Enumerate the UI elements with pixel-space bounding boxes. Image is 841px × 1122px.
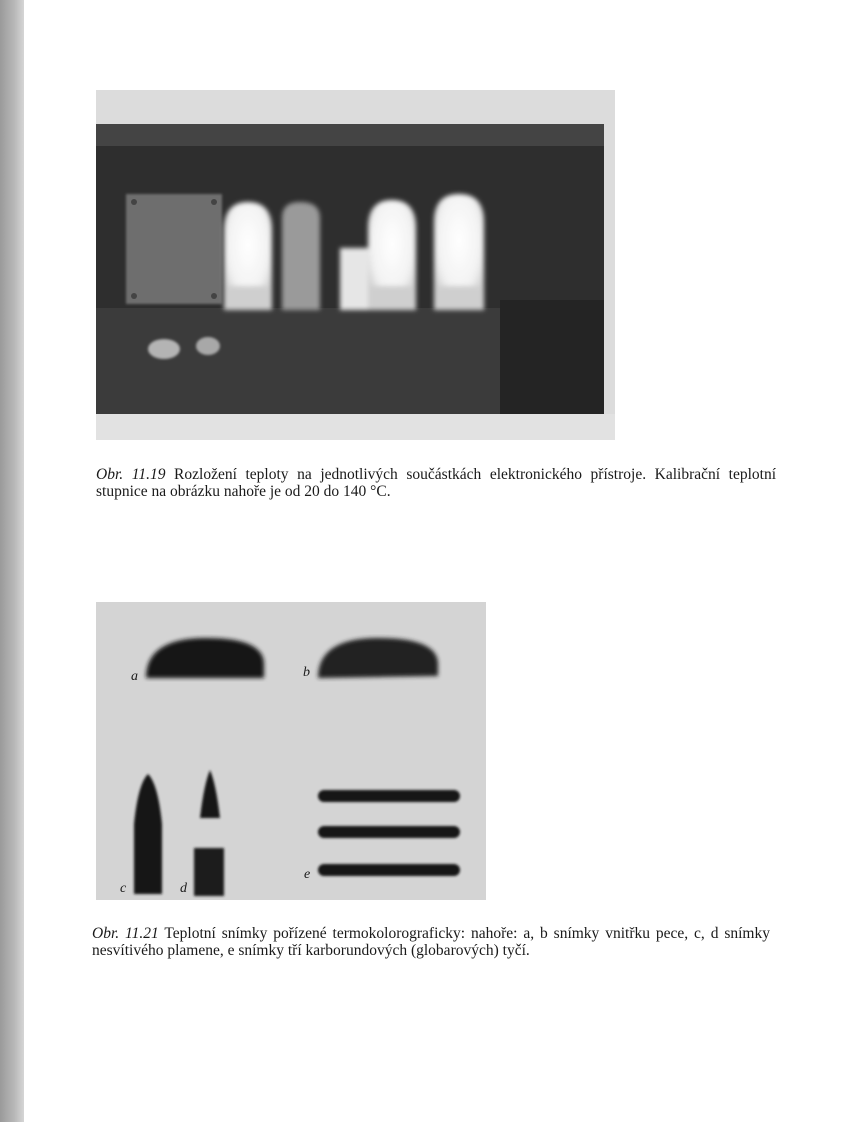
panel-label-b: b [303, 665, 310, 680]
panel-label-a: a [131, 669, 138, 684]
panel-label-d: d [180, 881, 187, 896]
figure-11-21-caption [92, 926, 770, 959]
panel-label-e: e [304, 867, 311, 882]
panel-label-c: c [120, 881, 127, 896]
figure-11-19-thermogram [96, 90, 615, 440]
figure-11-21-label: Obr. 11.21 [92, 925, 159, 942]
figure-11-19-text: Rozložení teploty na jednotlivých součástkách elektronického přístroje. Kalibrační teplotní stupnice na obrázku nahoře je od 20 do 140 °C. [96, 466, 777, 500]
figure-11-21-text: Teplotní snímky pořízené termokolorograficky: nahoře: a, b snímky vnitřku pece, c, d snímky nesvítivého plamene, e snímky tří karborundových (globarových) tyčí. [92, 925, 770, 959]
page-binding-edge [0, 0, 24, 1122]
figure-11-21-thermograms [96, 602, 486, 900]
figure-11-19-label: Obr. 11.19 [96, 466, 166, 483]
figure-11-19-caption [96, 467, 776, 500]
